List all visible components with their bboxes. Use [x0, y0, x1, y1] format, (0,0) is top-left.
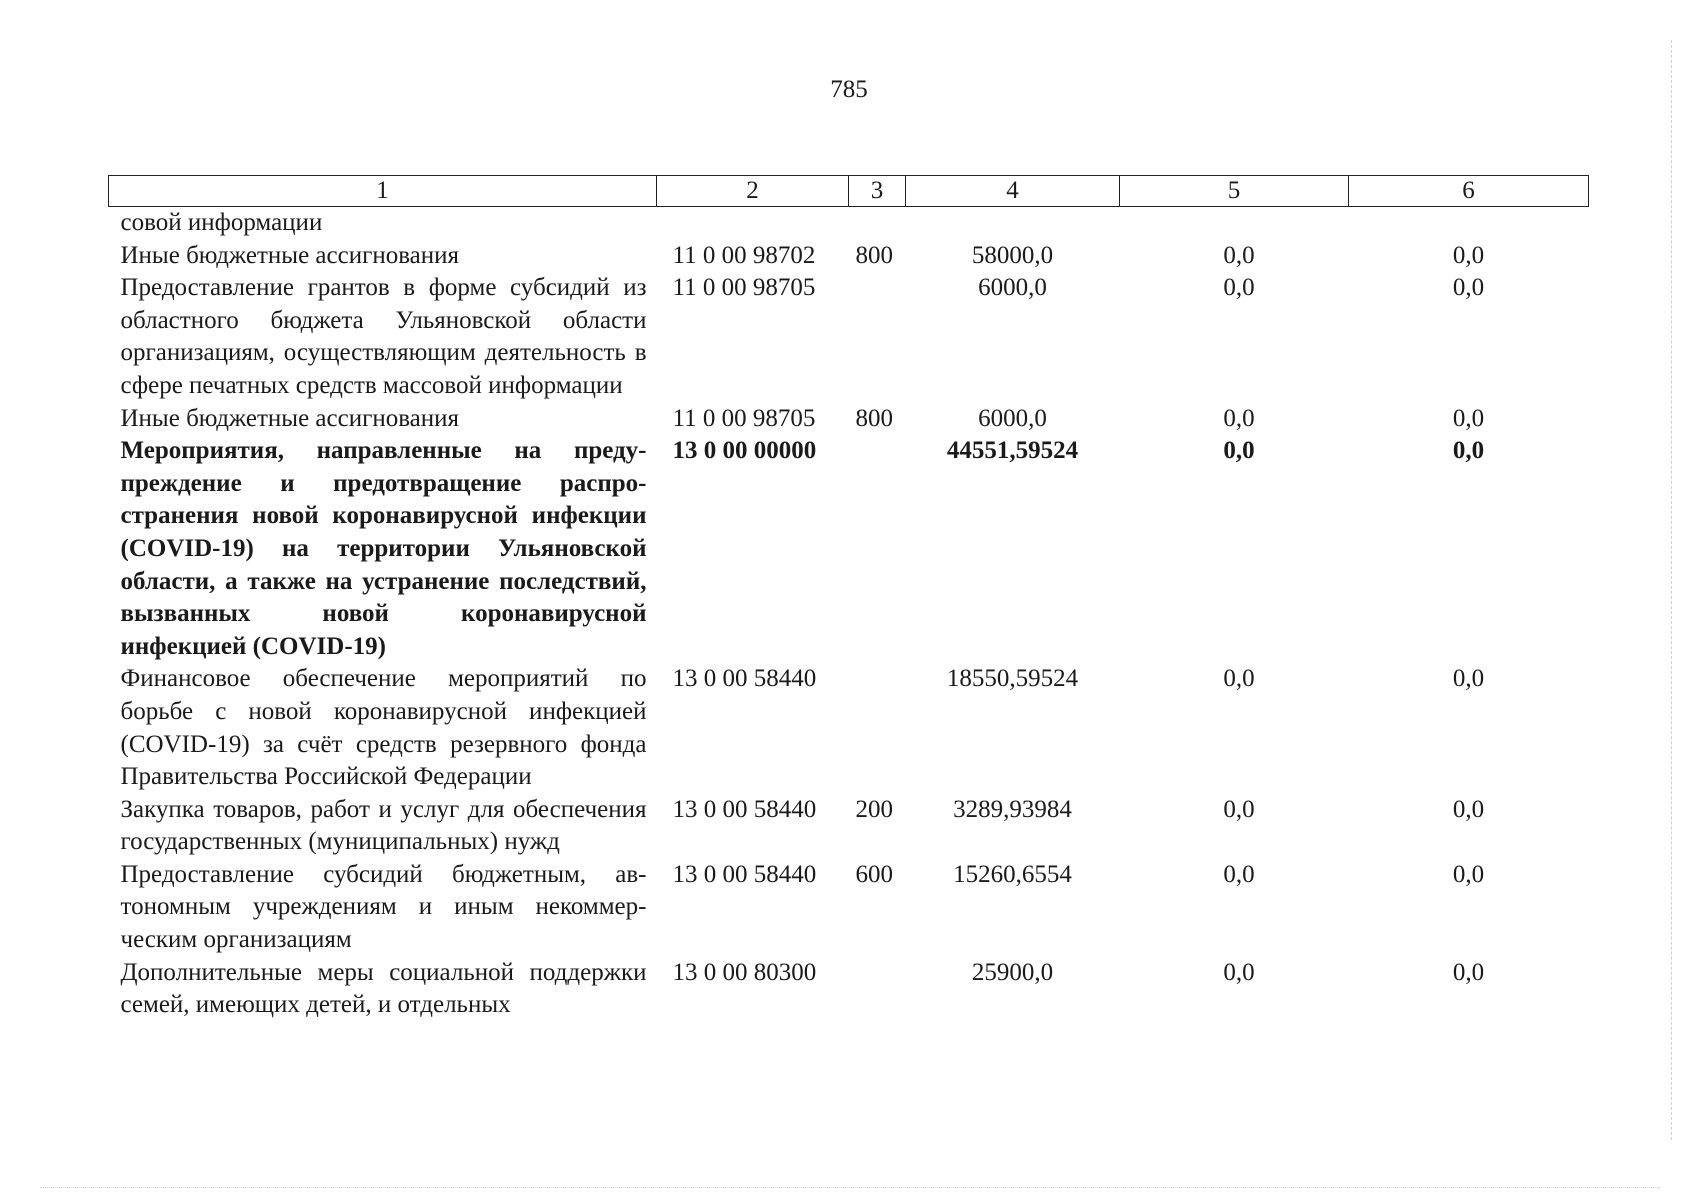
row-year-3: 0,0 — [1452, 795, 1485, 823]
row-name: Мероприятия, направленные на предупреждение и предотвращение распространения новой коронавирусной инфекции (COVID-19) на территории Ульяновской области, а также на устранение последствий, вызванных новой коронавирусной инфекцией (COVID-19) — [120, 437, 647, 660]
row-name: Закупка товаров, работ и услуг для обеспечения государственных (муниципальных) нужд — [120, 795, 647, 856]
row-year-3: 0,0 — [1452, 274, 1485, 302]
header-col-3: 3 — [849, 176, 906, 207]
page-number: 785 — [830, 76, 868, 103]
row-expense-type: 600 — [855, 860, 893, 888]
row-expense-type — [849, 663, 906, 793]
row-expense-type — [849, 435, 906, 663]
scan-bottom-line — [40, 1187, 1660, 1188]
row-code: 13 0 00 58440 — [672, 795, 817, 823]
row-year-2: 0,0 — [1223, 437, 1255, 465]
table-body — [109, 207, 1589, 1022]
table-row — [109, 957, 1589, 1022]
table-header — [109, 176, 1589, 207]
row-amount: 15260,6554 — [953, 860, 1072, 888]
table-row — [109, 207, 1589, 240]
row-expense-type — [849, 957, 906, 1022]
row-name: Предоставление грантов в форме субсидий из областного бюджета Ульяновской области организациям, осуществляющим деятельность в сфере печатных средств массовой информации — [120, 274, 647, 399]
table-row-section — [109, 435, 1589, 663]
table-row — [109, 794, 1589, 859]
budget-table — [108, 175, 1589, 1022]
header-col-5: 5 — [1120, 176, 1349, 207]
row-year-2: 0,0 — [1223, 274, 1255, 302]
scan-edge-line — [1671, 40, 1672, 1140]
row-amount: 18550,59524 — [946, 665, 1079, 693]
row-year-3: 0,0 — [1452, 437, 1485, 465]
row-expense-type — [849, 272, 906, 402]
row-year-3: 0,0 — [1452, 241, 1485, 269]
row-amount: 44551,59524 — [946, 437, 1079, 465]
row-code: 13 0 00 80300 — [672, 958, 817, 986]
row-code: 13 0 00 00000 — [672, 437, 817, 465]
row-expense-type: 800 — [855, 241, 893, 269]
row-year-2: 0,0 — [1223, 665, 1255, 693]
row-code: 13 0 00 58440 — [672, 665, 817, 693]
table-row — [109, 403, 1589, 436]
header-col-6: 6 — [1349, 176, 1589, 207]
row-name: Дополнительные меры социальной поддержки семей, имеющих детей, и отдельных — [120, 958, 647, 1019]
table-row — [109, 240, 1589, 273]
row-year-2: 0,0 — [1223, 241, 1255, 269]
row-code: 11 0 00 98705 — [672, 404, 816, 432]
row-year-3 — [1349, 207, 1589, 240]
row-year-2: 0,0 — [1223, 795, 1255, 823]
row-code — [657, 207, 849, 240]
row-year-2: 0,0 — [1223, 958, 1255, 986]
header-col-1: 1 — [109, 176, 657, 207]
row-name: Финансовое обеспечение мероприятий по борьбе с новой коронавирусной инфекцией (COVID-19) за счёт средств резервного фонда Правительства Российской Федерации — [120, 665, 647, 791]
row-amount: 6000,0 — [978, 404, 1047, 432]
row-code: 11 0 00 98702 — [672, 241, 816, 269]
row-name: Предоставление субсидий бюджетным, автономным учреждениям и иным некоммерческим организациям — [120, 860, 647, 954]
row-amount — [906, 207, 1120, 240]
row-year-3: 0,0 — [1452, 665, 1485, 693]
row-code: 13 0 00 58440 — [672, 860, 817, 888]
row-name: Иные бюджетные ассигнования — [120, 241, 460, 269]
row-amount: 3289,93984 — [953, 795, 1072, 823]
row-year-2: 0,0 — [1223, 404, 1255, 432]
row-amount: 25900,0 — [971, 958, 1054, 986]
row-name: совой информации — [120, 209, 323, 236]
row-code: 11 0 00 98705 — [672, 274, 816, 302]
row-amount: 6000,0 — [978, 274, 1047, 302]
row-name: Иные бюджетные ассигнования — [120, 404, 460, 432]
table-row — [109, 272, 1589, 402]
row-amount: 58000,0 — [971, 241, 1054, 269]
table-row — [109, 859, 1589, 957]
row-year-2 — [1120, 207, 1349, 240]
row-expense-type: 200 — [855, 795, 893, 823]
row-year-3: 0,0 — [1452, 958, 1485, 986]
table-row — [109, 663, 1589, 793]
row-expense-type — [849, 207, 906, 240]
header-col-4: 4 — [906, 176, 1120, 207]
header-col-2: 2 — [657, 176, 849, 207]
row-year-3: 0,0 — [1452, 404, 1485, 432]
row-expense-type: 800 — [855, 404, 893, 432]
row-year-3: 0,0 — [1452, 860, 1485, 888]
row-year-2: 0,0 — [1223, 860, 1255, 888]
header-row — [109, 176, 1589, 207]
